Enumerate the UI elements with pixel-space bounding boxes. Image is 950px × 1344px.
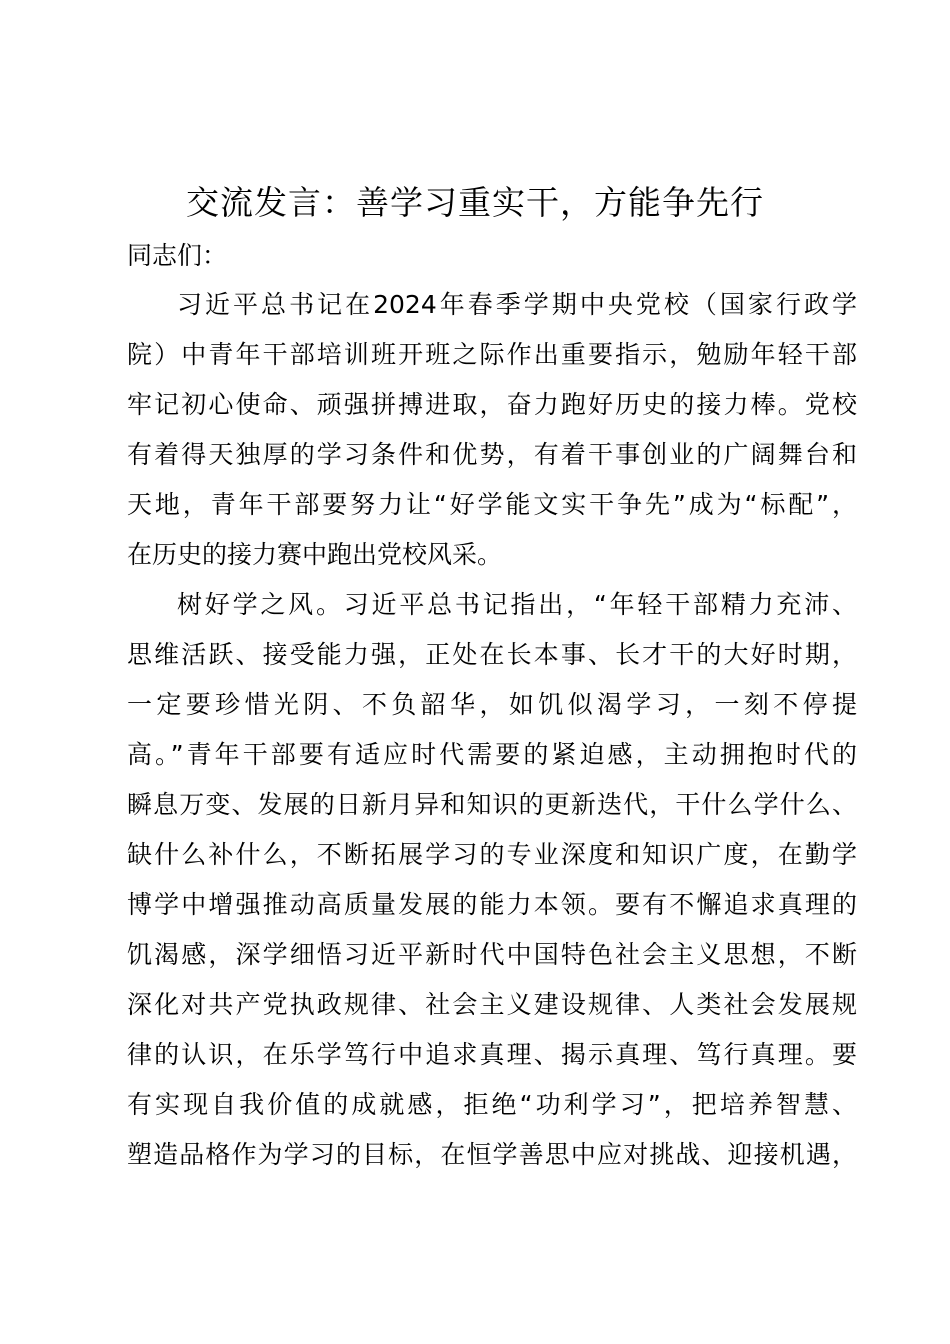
- paragraph-line: 有实现自我价值的成就感，拒绝“功利学习”，把培养智慧、: [127, 1090, 857, 1119]
- paragraph-line: 一定要珍惜光阴、不负韶华，如饥似渴学习，一刻不停提: [127, 690, 857, 719]
- paragraph-line: 院）中青年干部培训班开班之际作出重要指示，勉励年轻干部: [127, 340, 857, 369]
- paragraph-2: [127, 580, 857, 1180]
- paragraph-line: 饥渴感，深学细悟习近平新时代中国特色社会主义思想，不断: [127, 940, 857, 969]
- salutation: 同志们：: [127, 241, 228, 270]
- paragraph-line: 缺什么补什么，不断拓展学习的专业深度和知识广度，在勤学: [127, 840, 857, 869]
- paragraph-line: 塑造品格作为学习的目标，在恒学善思中应对挑战、迎接机遇，: [127, 1140, 857, 1169]
- paragraph-line: 有着得天独厚的学习条件和优势，有着干事创业的广阔舞台和: [127, 440, 857, 469]
- paragraph-line: 深化对共产党执政规律、社会主义建设规律、人类社会发展规: [127, 990, 857, 1019]
- paragraph-line: 博学中增强推动高质量发展的能力本领。要有不懈追求真理的: [127, 890, 857, 919]
- paragraph-line: 牢记初心使命、顽强拼搏进取，奋力跑好历史的接力棒。党校: [127, 390, 857, 419]
- paragraph-line: 思维活跃、接受能力强，正处在长本事、长才干的大好时期，: [127, 640, 857, 669]
- paragraph-line: 习近平总书记在2024年春季学期中央党校（国家行政学: [177, 290, 857, 319]
- paragraph-line: 律的认识，在乐学笃行中追求真理、揭示真理、笃行真理。要: [127, 1040, 857, 1069]
- paragraph-1: [127, 280, 857, 580]
- paragraph-line: 树好学之风。习近平总书记指出，“年轻干部精力充沛、: [177, 590, 857, 619]
- paragraph-line: 在历史的接力赛中跑出党校风采。: [127, 540, 503, 569]
- document-title: 交流发言：善学习重实干，方能争先行: [186, 183, 764, 222]
- paragraph-line: 瞬息万变、发展的日新月异和知识的更新迭代，干什么学什么、: [127, 790, 857, 819]
- paragraph-line: 高。”青年干部要有适应时代需要的紧迫感，主动拥抱时代的: [127, 740, 857, 769]
- paragraph-line: 天地，青年干部要努力让“好学能文实干争先”成为“标配”，: [127, 490, 857, 519]
